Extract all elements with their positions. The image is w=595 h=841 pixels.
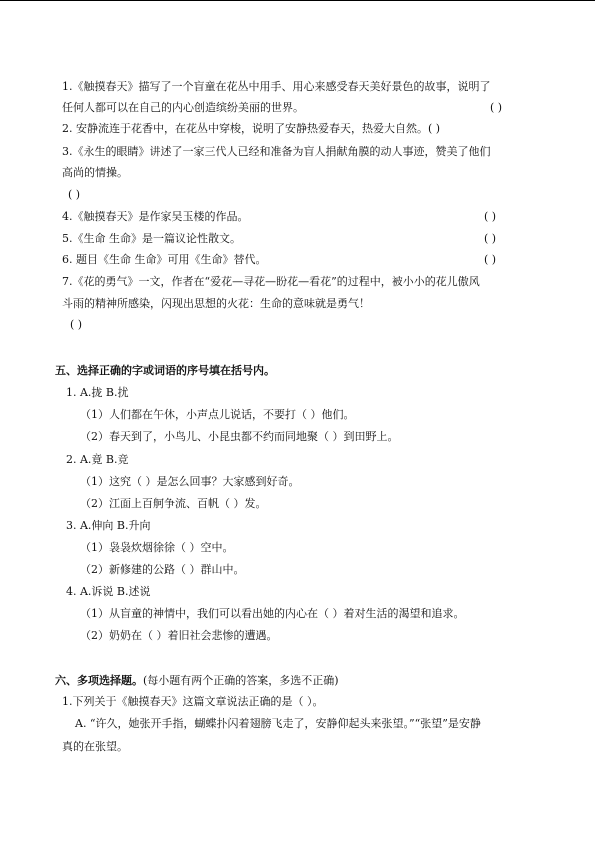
judge-q3-answer-blank[interactable]: ( ) xyxy=(68,188,81,201)
s5-group4-sentence1: （1）从盲童的神情中，我们可以看出她的内心在（ ）着对生活的渴望和追求。 xyxy=(80,607,465,620)
s5-group3-sentence1: （1）袅袅炊烟徐徐（ ）空中。 xyxy=(80,541,234,554)
s5-group3-sentence2: （2）新修建的公路（ ）群山中。 xyxy=(80,563,245,576)
judge-q4-line1: 4.《触摸春天》是作家吴玉楼的作品。 xyxy=(62,210,249,223)
judge-q7-line1: 7.《花的勇气》一文，作者在“爱花—寻花—盼花—看花”的过程中，被小小的花儿傲风 xyxy=(62,275,480,288)
judge-q5-line1: 5.《生命 生命》是一篇议论性散文。 xyxy=(62,232,241,245)
judge-q1-line1: 1.《触摸春天》描写了一个盲童在花丛中用手、用心来感受春天美好景色的故事，说明了 xyxy=(62,80,491,93)
s5-group4-options: 4. A.诉说 B.述说 xyxy=(66,585,151,598)
judge-q3-line1: 3.《永生的眼睛》讲述了一家三代人已经和准备为盲人捐献角膜的动人事迹，赞美了他们 xyxy=(62,145,491,158)
judge-q7-line2: 斗雨的精神所感染，闪现出思想的火花：生命的意味就是勇气！ xyxy=(62,297,370,310)
s5-group2-options: 2. A.竟 B.竞 xyxy=(66,453,129,466)
judge-q5-answer-blank[interactable]: ( ) xyxy=(484,232,497,245)
s5-group1-sentence2: （2）春天到了，小鸟儿、小昆虫都不约而同地聚（ ）到田野上。 xyxy=(80,430,399,443)
s5-group1-options: 1. A.拢 B.扰 xyxy=(66,386,129,399)
judge-q4-answer-blank[interactable]: ( ) xyxy=(484,210,497,223)
section5-heading: 五、选择正确的字或词语的序号填在括号内。 xyxy=(55,364,275,377)
top-border-line xyxy=(0,0,595,1)
s6-q1-option-a-line2: 真的在张望。 xyxy=(62,740,128,753)
section6-heading-note: (每小题有两个正确的答案，多选不正确) xyxy=(143,674,339,687)
s5-group3-options: 3. A.伸向 B.升向 xyxy=(66,519,151,532)
s5-group4-sentence2: （2）奶奶在（ ）着旧社会悲惨的遭遇。 xyxy=(80,629,278,642)
judge-q1-answer-blank[interactable]: ( ) xyxy=(490,101,503,114)
judge-q3-line2: 高尚的情操。 xyxy=(62,166,128,179)
s5-group1-sentence1: （1）人们都在午休，小声点儿说话，不要打（ ）他们。 xyxy=(80,408,355,421)
s5-group2-sentence1: （1）这究（ ）是怎么回事？大家感到好奇。 xyxy=(80,475,300,488)
section6-heading-row xyxy=(55,674,339,688)
section6-heading: 六、多项选择题。 xyxy=(55,674,143,687)
judge-q6-answer-blank[interactable]: ( ) xyxy=(484,253,497,266)
s5-group2-sentence2: （2）江面上百舸争流、百帆（ ）发。 xyxy=(80,497,267,510)
judge-q2-line1: 2. 安静流连于花香中，在花丛中穿梭，说明了安静热爱春天，热爱大自然。( ) xyxy=(62,122,441,135)
s6-question1: 1.下列关于《触摸春天》这篇文章说法正确的是（ ）。 xyxy=(62,695,324,708)
s6-q1-option-a-line1: A. “许久，她张开手指，蝴蝶扑闪着翅膀飞走了，安静仰起头来张望。”“张望”是安静 xyxy=(75,717,481,730)
judge-q1-line2: 任何人都可以在自己的内心创造缤纷美丽的世界。 xyxy=(62,101,304,114)
judge-q7-answer-blank[interactable]: ( ) xyxy=(70,318,83,331)
judge-q6-line1: 6. 题目《生命 生命》可用《生命》替代。 xyxy=(62,253,267,266)
